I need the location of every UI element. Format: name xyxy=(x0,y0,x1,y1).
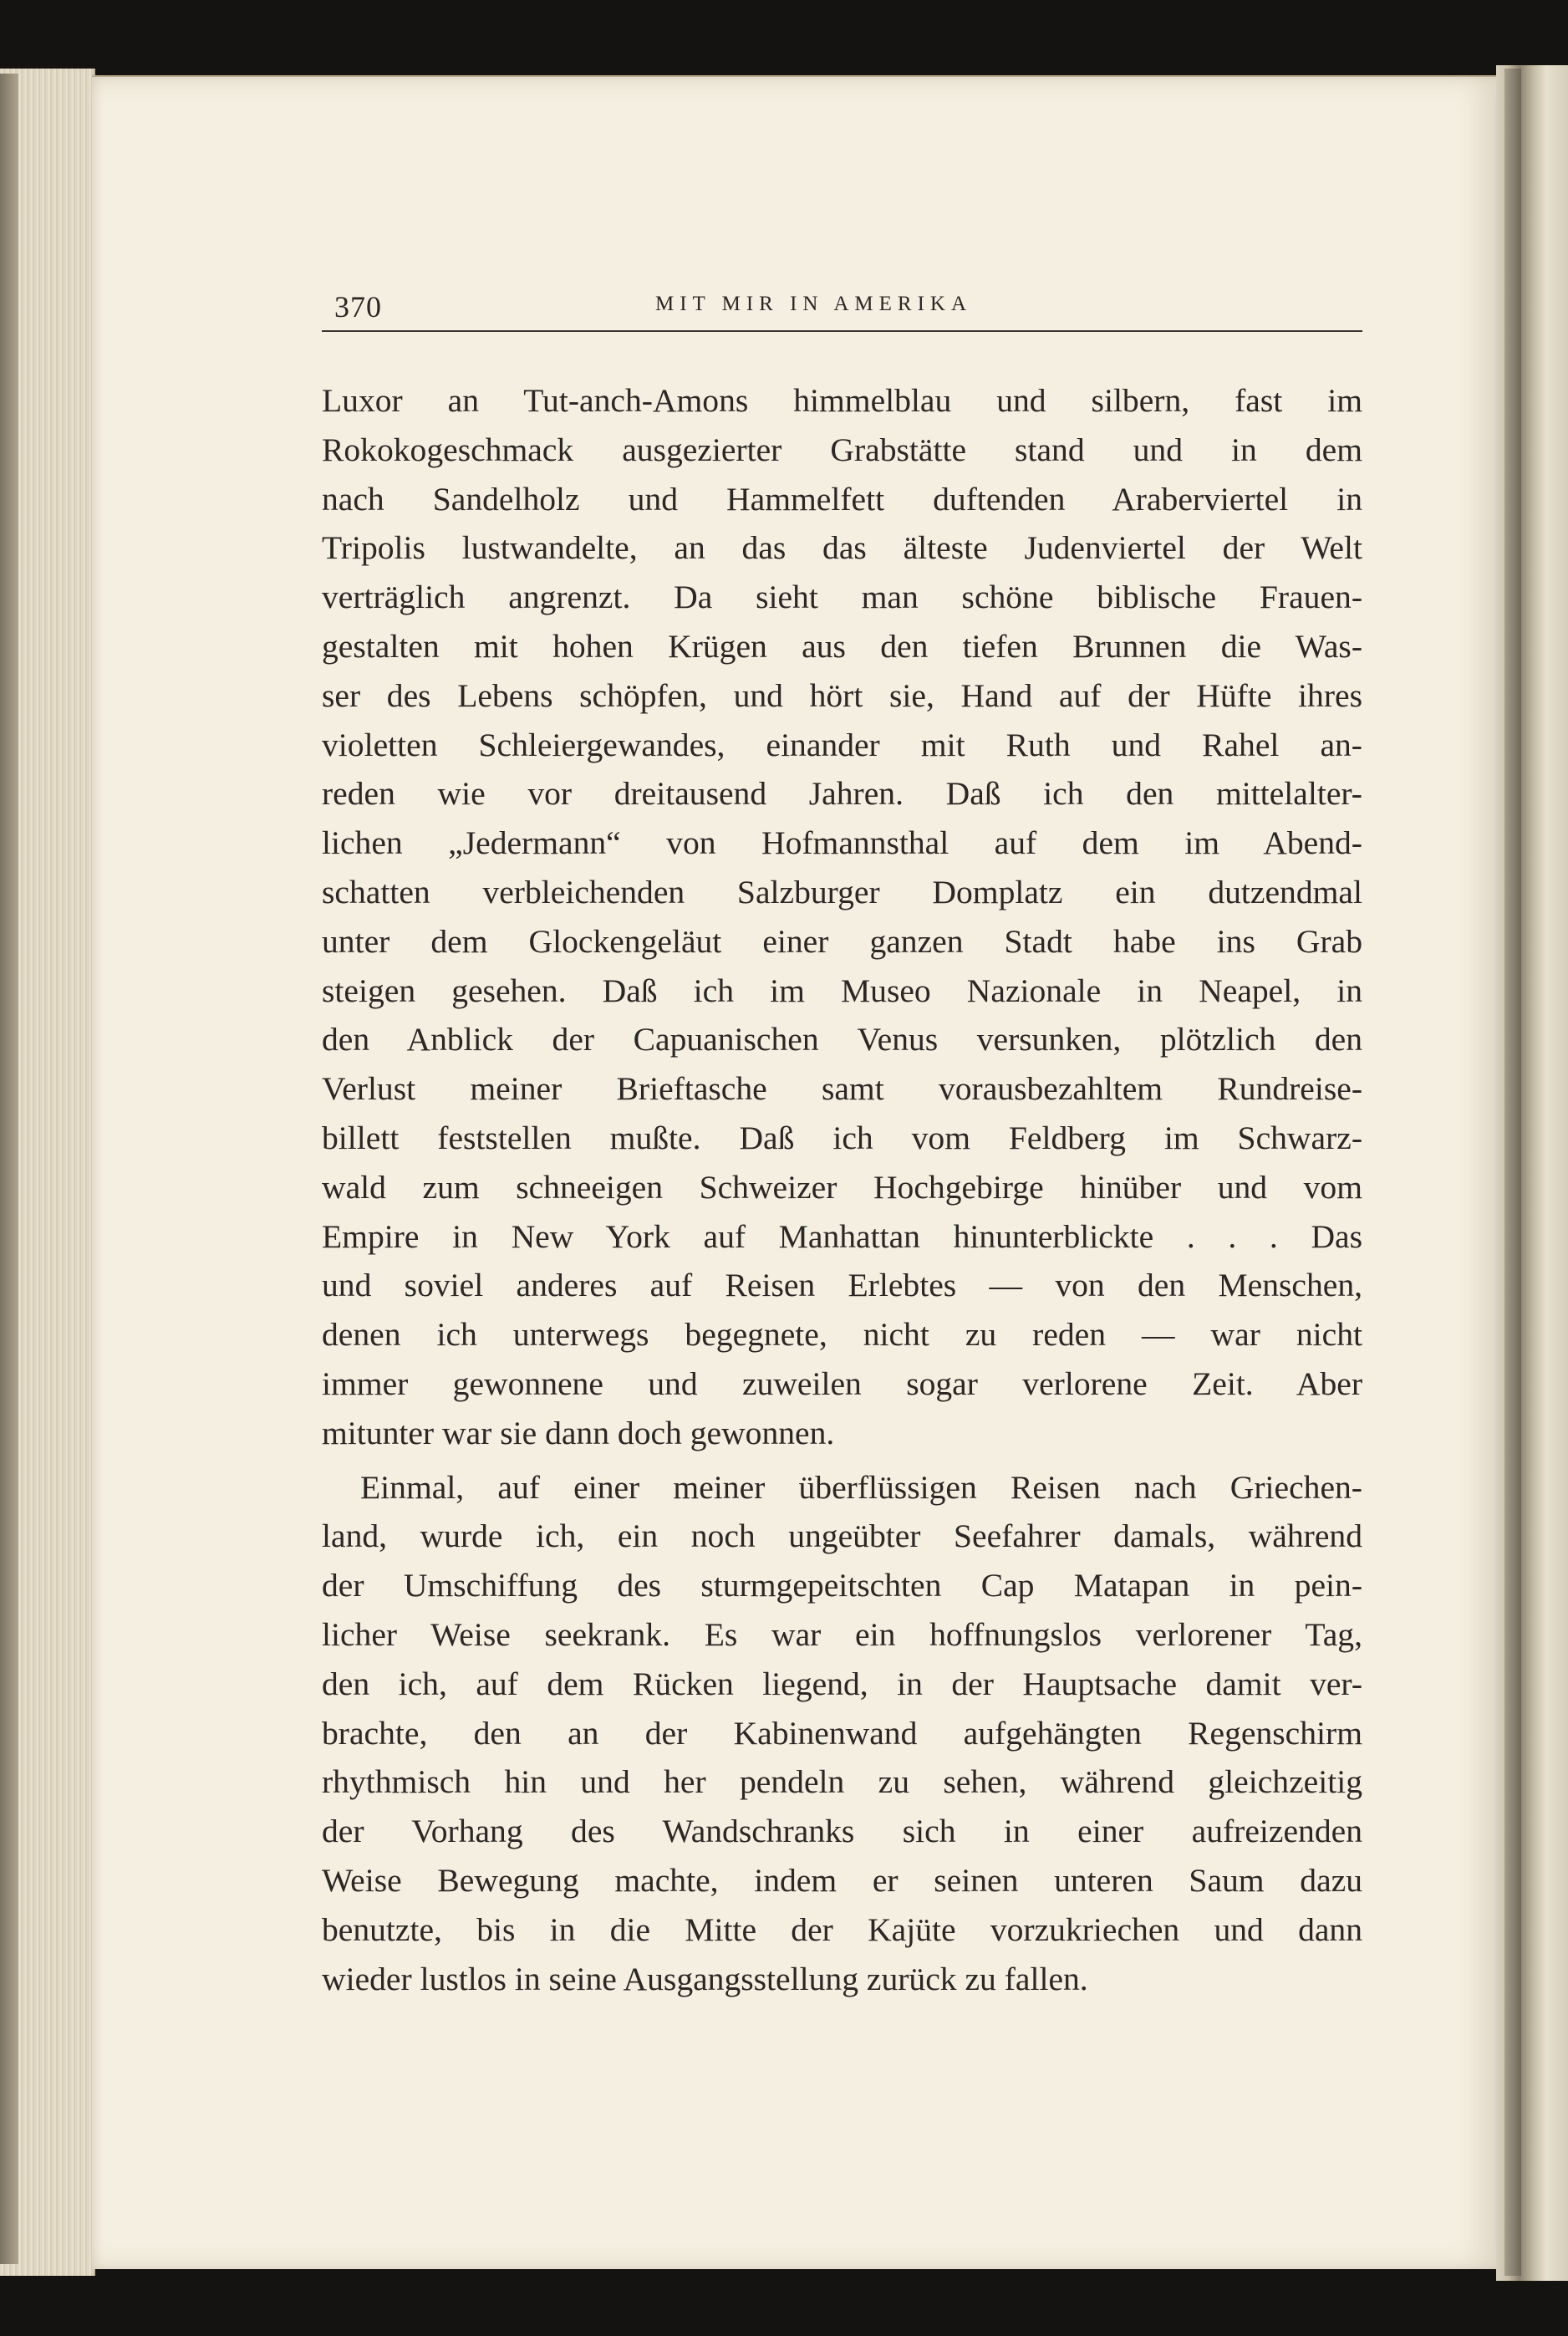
paragraph xyxy=(322,376,1362,1458)
text-line: ser des Lebens schöpfen, und hört sie, Hand auf der Hüfte ihres xyxy=(322,676,1362,714)
header-rule xyxy=(322,330,1362,332)
text-line: benutzte, bis in die Mitte der Kajüte vorzukriechen und dann xyxy=(322,1910,1362,1948)
scan-background-bottom xyxy=(0,2264,1568,2336)
book-spine-shadow xyxy=(1504,69,1521,2276)
page-number: 370 xyxy=(334,290,382,324)
text-line: denen ich unterwegs begegnete, nicht zu reden — war nicht xyxy=(322,1316,1362,1354)
text-line: land, wurde ich, ein noch ungeübter Seefahrer damals, während xyxy=(322,1517,1362,1555)
text-line: Verlust meiner Brieftasche samt vorausbezahltem Rundreise- xyxy=(322,1070,1362,1108)
page-header xyxy=(334,289,1362,328)
text-line: gestalten mit hohen Krügen aus den tiefen Brunnen die Was- xyxy=(322,627,1362,665)
text-line: den Anblick der Capuanischen Venus versunken, plötzlich den xyxy=(322,1021,1362,1058)
book-cover-edge xyxy=(0,74,18,2264)
text-line: Einmal, auf einer meiner überflüssigen Reisen nach Griechen- xyxy=(360,1468,1362,1506)
text-line: nach Sandelholz und Hammelfett duftenden Araberviertel in xyxy=(322,480,1362,518)
text-line: steigen gesehen. Daß ich im Museo Nazionale in Neapel, in xyxy=(322,972,1362,1009)
text-line: rhythmisch hin und her pendeln zu sehen, während gleichzeitig xyxy=(322,1763,1362,1801)
text-line: unter dem Glockengeläut einer ganzen Stadt habe ins Grab xyxy=(322,922,1362,960)
paragraph xyxy=(322,1463,1362,2004)
text-line: verträglich angrenzt. Da sieht man schöne biblische Frauen- xyxy=(322,579,1362,616)
text-line: Empire in New York auf Manhattan hinunterblickte . . . Das xyxy=(322,1217,1362,1255)
text-line: immer gewonnene und zuweilen sogar verlorene Zeit. Aber xyxy=(322,1364,1362,1402)
text-line: Weise Bewegung machte, indem er seinen unteren Saum dazu xyxy=(322,1861,1362,1899)
text-line: billett feststellen mußte. Daß ich vom Feldberg im Schwarz- xyxy=(322,1119,1362,1156)
running-title: MIT MIR IN AMERIKA xyxy=(655,293,973,315)
text-line: wald zum schneeigen Schweizer Hochgebirge hinüber und vom xyxy=(322,1168,1362,1206)
scan-background-top xyxy=(0,0,1568,84)
text-line: den ich, auf dem Rücken liegend, in der Hauptsache damit ver- xyxy=(322,1665,1362,1702)
text-line: wieder lustlos in seine Ausgangsstellung zurück zu fallen. xyxy=(322,1960,1088,1997)
text-line: mitunter war sie dann doch gewonnen. xyxy=(322,1414,835,1451)
body-text xyxy=(322,376,1362,2003)
text-line: der Umschiffung des sturmgepeitschten Cap Matapan in pein- xyxy=(322,1567,1362,1604)
text-line: licher Weise seekrank. Es war ein hoffnungslos verlorener Tag, xyxy=(322,1615,1362,1653)
text-line: reden wie vor dreitausend Jahren. Daß ich den mittelalter- xyxy=(322,775,1362,813)
text-line: der Vorhang des Wandschranks sich in einer aufreizenden xyxy=(322,1813,1362,1850)
text-line: schatten verbleichenden Salzburger Domplatz ein dutzendmal xyxy=(322,873,1362,910)
text-line: und soviel anderes auf Reisen Erlebtes — von den Menschen, xyxy=(322,1267,1362,1304)
text-line: Luxor an Tut-anch-Amons himmelblau und silbern, fast im xyxy=(322,382,1362,419)
text-line: Tripolis lustwandelte, an das das älteste Judenviertel der Welt xyxy=(322,529,1362,567)
text-line: brachte, den an der Kabinenwand aufgehängten Regenschirm xyxy=(322,1714,1362,1752)
text-line: violetten Schleiergewandes, einander mit Ruth und Rahel an- xyxy=(322,726,1362,763)
text-line: Rokokogeschmack ausgezierter Grabstätte stand und in dem xyxy=(322,431,1362,468)
text-line: lichen „Jedermann“ von Hofmannsthal auf dem im Abend- xyxy=(322,824,1362,862)
